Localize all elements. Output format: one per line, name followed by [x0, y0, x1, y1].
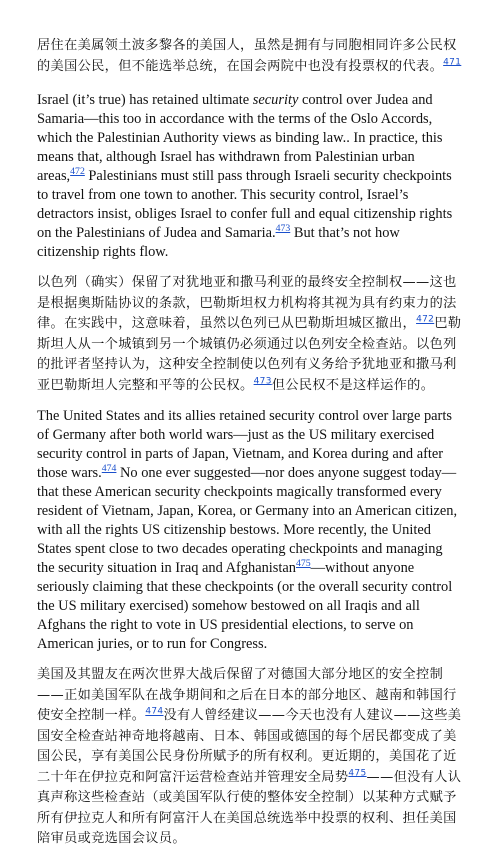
footnote-link[interactable]: 472	[416, 314, 435, 325]
footnote-link[interactable]: 474	[145, 706, 164, 717]
emphasis-text: security	[252, 92, 299, 108]
text-run: 巴勒斯坦人从一个城镇到另一个城镇仍必须通过以色列安全检查站。以色列的批评者坚持认为，这种安全控制使以色列有义务给予犹地亚和撒马利亚巴勒斯坦人完整和平等的公民权。	[37, 316, 462, 393]
text-run: The United States and its allies retained security control over large parts of Germany after both world wars—just as the US military exercised security control in parts of Japan, Vietnam, and Korea during and after those wars.	[37, 408, 452, 481]
footnote-link[interactable]: 475	[295, 558, 311, 570]
paragraph-zh-3	[37, 665, 463, 850]
footnote-link[interactable]: 472	[70, 166, 85, 178]
text-run: No one ever suggested—nor does anyone suggest today—that these American security checkpoints magically transformed every resident of Vietnam, Japan, Korea, or Germany into an American citizen, with all the rights US citizenship bestows. More recently, the United States spent close to two decades operating checkpoints and managing the security situation in Iraq and Afghanistan	[37, 465, 458, 576]
text-run: 美国及其盟友在两次世界大战后保留了对德国大部分地区的安全控制——正如美国军队在战争期间和之后在日本的部分地区、越南和韩国行使安全控制一样。	[37, 667, 457, 723]
text-run: ——但没有人认真声称这些检查站（或美国军队行使的整体安全控制）以某种方式赋予所有伊拉克人和所有阿富汗人在美国总统选举中投票的权利、担任美国陪审员或竞选国会议员。	[37, 769, 462, 846]
text-run: 以色列（确实）保留了对犹地亚和撒马利亚的最终安全控制权——这也是根据奥斯陆协议的条款，巴勒斯坦权力机构将其视为具有约束力的法律。在实践中，这意味着，虽然以色列已从巴勒斯坦城区撤出，	[37, 275, 457, 331]
footnote-link[interactable]: 475	[348, 768, 367, 779]
paragraph-en-1	[37, 91, 463, 262]
text-run: 没有人曾经建议——今天也没有人建议——这些美国安全检查站神奇地将越南、日本、韩国或德国的每个居民都变成了美国公民，享有美国公民身份所赋予的所有权利。更近期的，美国花了近二十年在伊拉克和阿富汗运营检查站并管理安全局势	[37, 708, 462, 785]
footnote-link[interactable]: 473	[275, 223, 291, 235]
text-run: 但公民权不是这样运作的。	[271, 377, 435, 393]
text-run: But that’s not how citizenship rights flow.	[37, 225, 400, 260]
paragraph-zh-2	[37, 273, 463, 396]
text-run: control over Judea and Samaria—this too in accordance with the terms of the Oslo Accords, which the Palestinian Authority views as binding law.. In practice, this means that, although Israel has withdrawn from Palestinian urban areas,	[37, 92, 443, 184]
paragraph-zh-1	[37, 36, 463, 77]
text-run: 居住在美属领土波多黎各的美国人，虽然是拥有与同胞相同许多公民权的美国公民，但不能选举总统，在国会两院中也没有投票权的代表。	[37, 38, 457, 74]
footnote-link[interactable]: 474	[101, 463, 117, 475]
paragraph-en-2	[37, 407, 463, 654]
footnote-link[interactable]: 471	[443, 57, 462, 68]
footnote-link[interactable]: 473	[253, 376, 272, 387]
text-run: Palestinians must still pass through Israeli security checkpoints to travel from one town to another. This security control, Israel’s detractors insist, obliges Israel to confer full and equal citizenship rights on the Palestinians of Judea and Samaria.	[37, 168, 453, 241]
text-run: —without anyone seriously claiming that these checkpoints (or the overall security control the US military exercised) somehow bestowed on all Iraqis and all Afghans the right to vote in US presidential elections, to serve on American juries, or to run for Congress.	[37, 560, 453, 652]
text-run: Israel (it’s true) has retained ultimate	[37, 92, 253, 108]
